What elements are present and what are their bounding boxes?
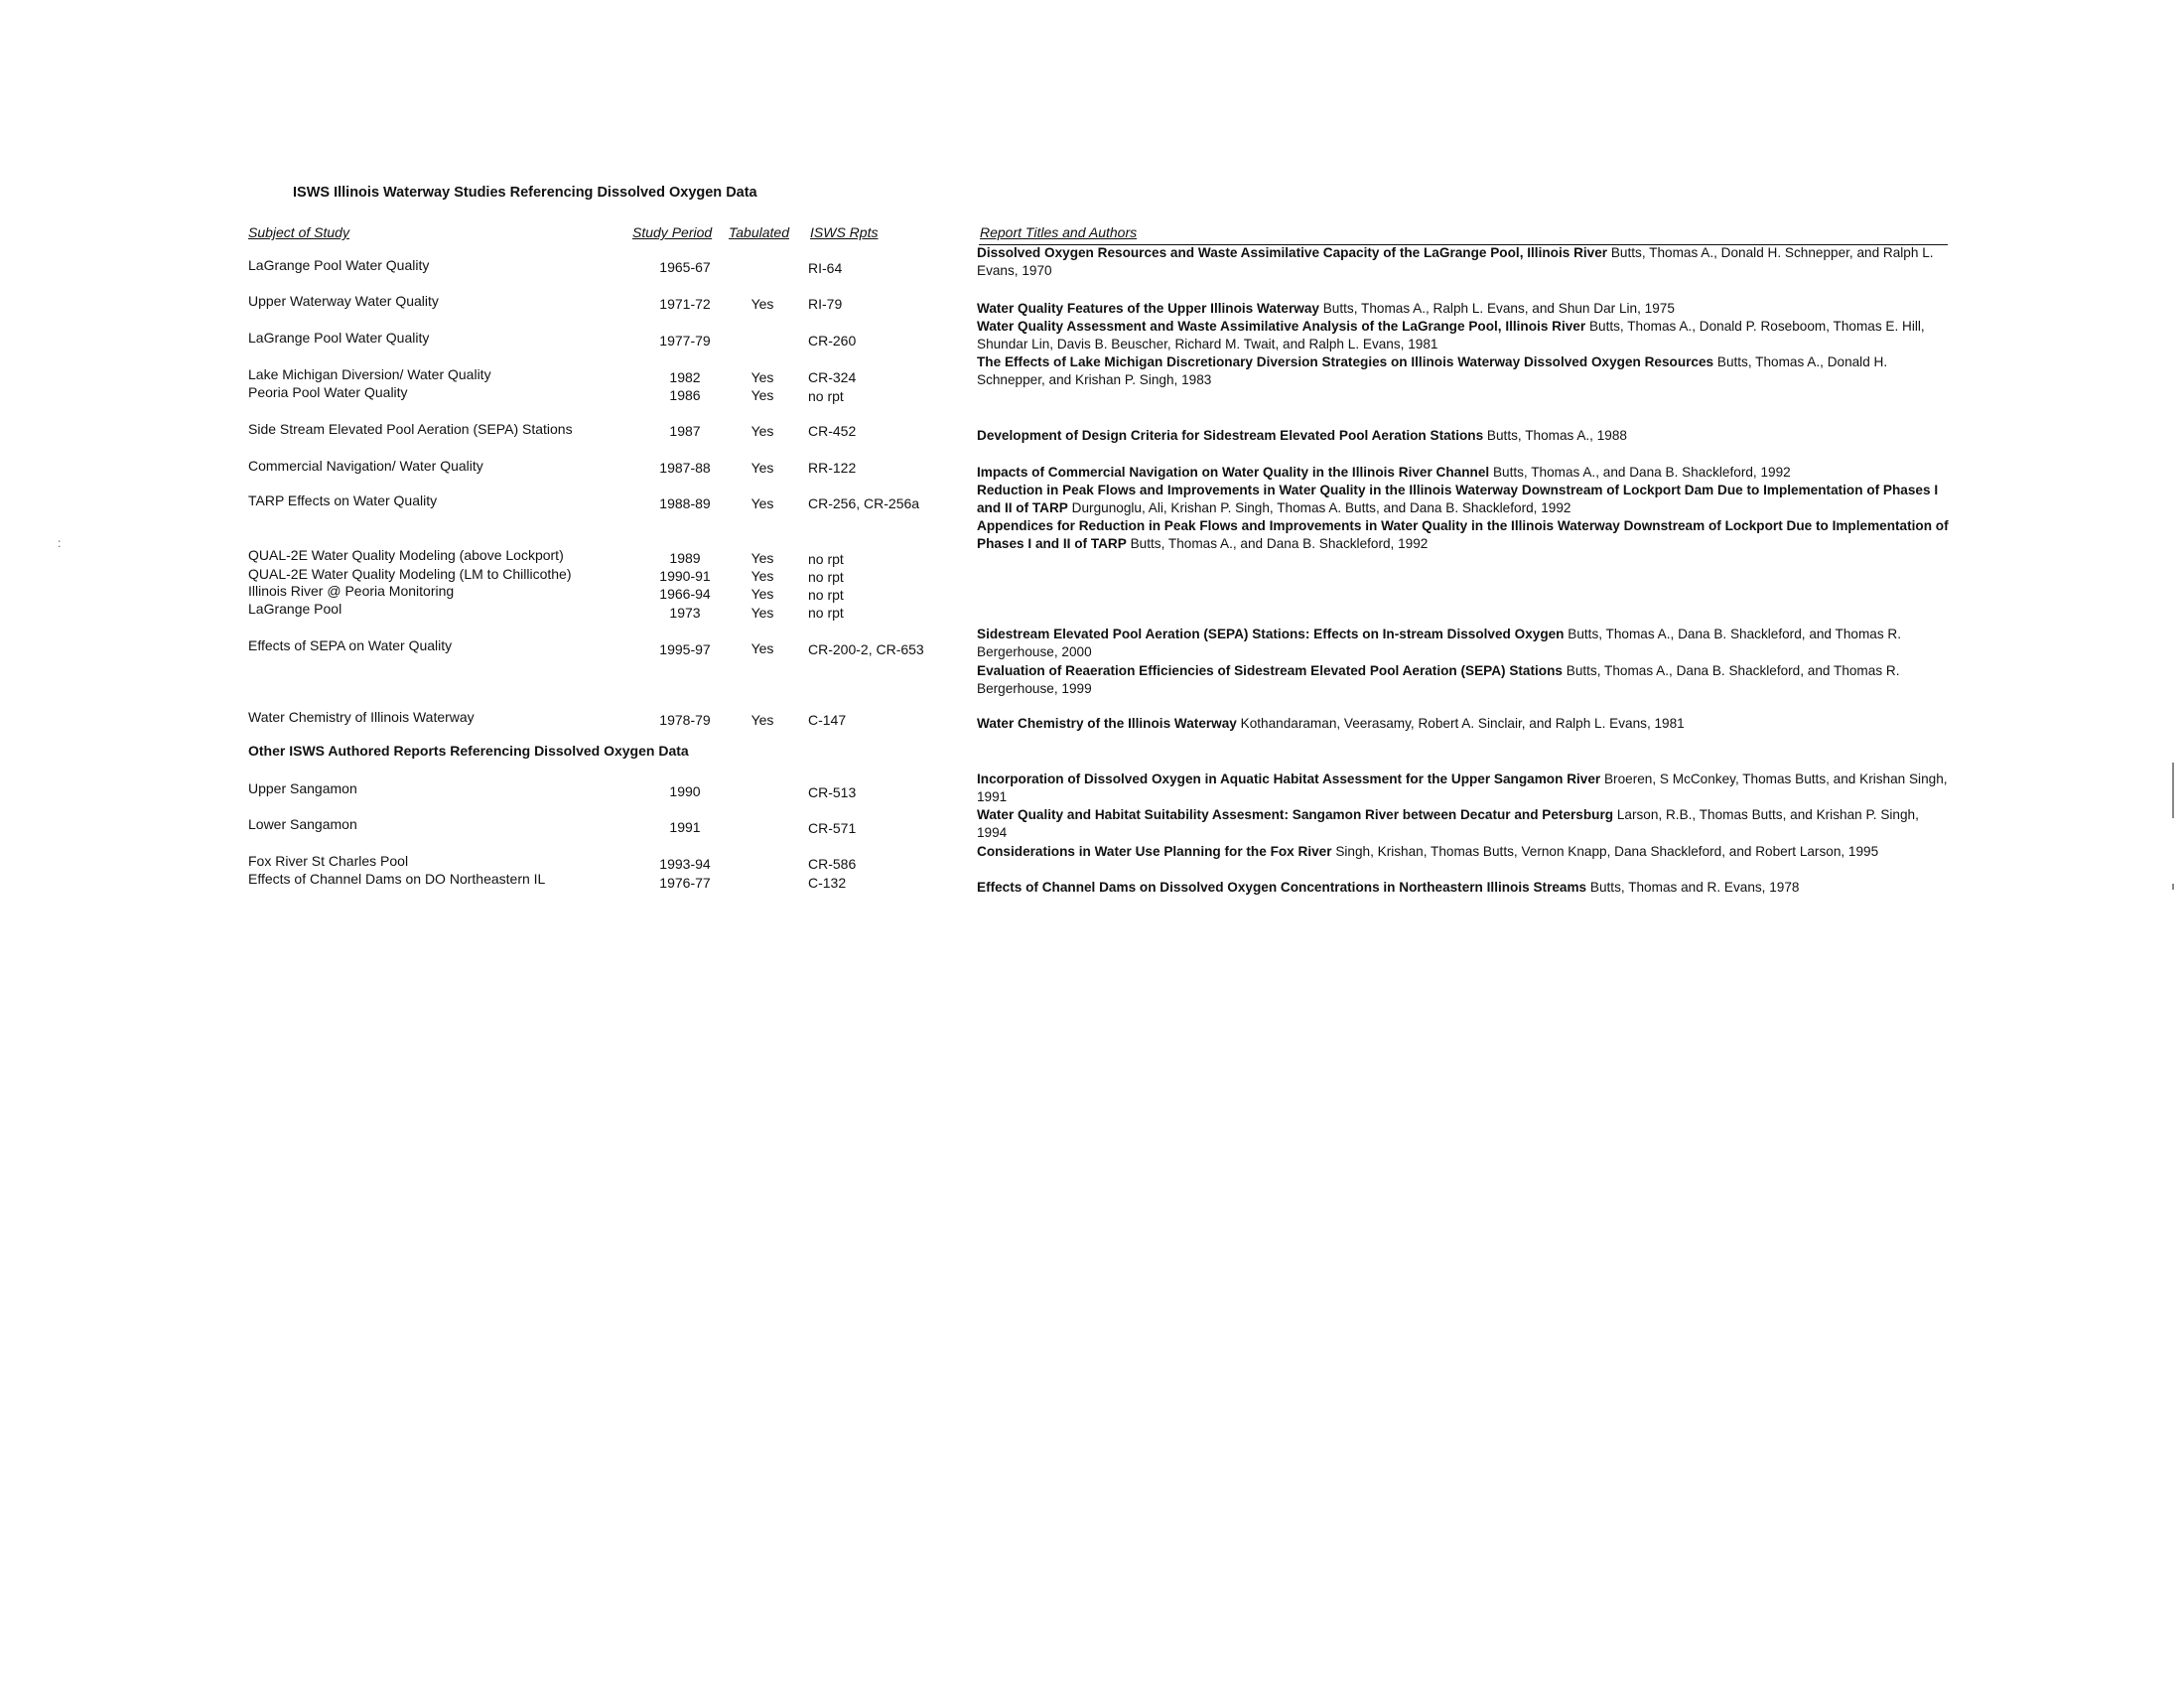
table-row-tabulated: Yes [751,568,774,584]
table-row-period: 1982 [669,369,701,385]
reference-title: Evaluation of Reaeration Efficiencies of Sidestream Elevated Pool Aeration (SEPA) Stations [977,663,1563,678]
table-row-subject: Commercial Navigation/ Water Quality [248,458,483,474]
reference-entry [977,464,1950,482]
table-row-subject: Water Chemistry of Illinois Waterway [248,709,475,725]
table-row-tabulated: Yes [751,605,774,621]
table-row-report: CR-513 [808,784,857,800]
reference-entry [977,879,1950,897]
reference-authors: Singh, Krishan, Thomas Butts, Vernon Knapp, Dana Shackleford, and Robert Larson, 1995 [1335,844,1879,859]
table-row-report: CR-260 [808,333,857,349]
reference-title: Water Quality Features of the Upper Illinois Waterway [977,301,1319,316]
table-row-tabulated: Yes [751,550,774,566]
table-row-subject: Effects of Channel Dams on DO Northeastern IL [248,871,546,887]
reference-authors: Butts, Thomas A., Dana B. Shackleford, and Thomas R. Bergerhouse, 1999 [977,663,1900,696]
table-row-subject: QUAL-2E Water Quality Modeling (above Lockport) [248,547,564,563]
reference-authors: Butts, Thomas A., and Dana B. Shackleford, 1992 [1130,535,1429,551]
table-row-report: CR-200-2, CR-653 [808,641,924,657]
table-row-subject: Illinois River @ Peoria Monitoring [248,583,455,599]
table-row-subject: TARP Effects on Water Quality [248,492,438,508]
table-row-report: RI-79 [808,296,843,312]
reference-entry [977,318,1950,352]
table-row-subject: LaGrange Pool Water Quality [248,330,430,346]
reference-authors: Butts, Thomas and R. Evans, 1978 [1589,880,1800,895]
table-row-tabulated: Yes [751,387,774,403]
scan-edge-mark [2172,884,2174,890]
table-row-report: no rpt [808,605,844,621]
table-row-tabulated: Yes [751,369,774,385]
reference-entry [977,626,1950,660]
reference-authors: Durgunoglu, Ali, Krishan P. Singh, Thomas A. Butts, and Dana B. Shackleford, 1992 [1071,499,1571,515]
table-row-report: CR-324 [808,369,857,385]
table-row-period: 1977-79 [659,333,711,349]
reference-authors: Butts, Thomas A., Donald H. Schnepper, and Krishan P. Singh, 1983 [977,354,1888,387]
section-heading-other-reports: Other ISWS Authored Reports Referencing Dissolved Oxygen Data [248,743,689,759]
reference-entry [977,300,1950,318]
table-row-report: CR-256, CR-256a [808,495,920,511]
table-row-period: 1987 [669,423,701,439]
reference-entry [977,715,1950,733]
table-row-period: 1988-89 [659,495,711,511]
table-row-period: 1973 [669,605,701,621]
reference-authors: Butts, Thomas A., 1988 [1486,428,1627,443]
reference-entry [977,771,1950,805]
header-tabulated: Tabulated [729,224,789,240]
table-row-subject: Side Stream Elevated Pool Aeration (SEPA) Stations [248,421,573,437]
margin-mark: : [58,536,62,550]
table-row-report: no rpt [808,551,844,567]
table-row-tabulated: Yes [751,423,774,439]
table-row-report: no rpt [808,569,844,585]
reference-title: The Effects of Lake Michigan Discretionary Diversion Strategies on Illinois Waterway Dissolved Oxygen Resources [977,354,1714,369]
header-study-period: Study Period [632,224,713,240]
table-row-report: CR-452 [808,423,857,439]
reference-title: Impacts of Commercial Navigation on Water Quality in the Illinois River Channel [977,465,1490,480]
table-row-report: C-132 [808,875,847,891]
reference-title: Considerations in Water Use Planning for the Fox River [977,844,1332,859]
reference-entry [977,353,1950,388]
reference-entry [977,843,1950,861]
reference-authors: Butts, Thomas A., Donald P. Roseboom, Thomas E. Hill, Shundar Lin, Davis B. Beuscher, Richard M. Twait, and Ralph L. Evans, 1981 [977,319,1925,351]
reference-entry [977,427,1950,445]
scan-edge-mark [2172,763,2174,818]
table-row-period: 1965-67 [659,259,711,275]
reference-title: Reduction in Peak Flows and Improvements in Water Quality in the Illinois Waterway Downstream of Lockport Dam Due to Implementation of Phases I and II of TARP [977,483,1939,515]
table-row-subject: Lake Michigan Diversion/ Water Quality [248,366,491,382]
reference-title: Incorporation of Dissolved Oxygen in Aquatic Habitat Assessment for the Upper Sangamon River [977,772,1601,786]
reference-authors: Butts, Thomas A., and Dana B. Shackleford, 1992 [1492,465,1791,480]
table-row-period: 1986 [669,387,701,403]
table-row-period: 1971-72 [659,296,711,312]
table-row-subject: Fox River St Charles Pool [248,853,409,869]
reference-authors: Larson, R.B., Thomas Butts, and Krishan P. Singh, 1994 [977,807,1919,840]
reference-title: Development of Design Criteria for Sidestream Elevated Pool Aeration Stations [977,428,1484,443]
reference-title: Water Quality Assessment and Waste Assimilative Analysis of the LaGrange Pool, Illinois River [977,319,1586,334]
table-row-subject: Upper Sangamon [248,780,357,796]
table-row-period: 1989 [669,550,701,566]
table-row-report: no rpt [808,587,844,603]
table-row-period: 1990 [669,783,701,799]
table-row-tabulated: Yes [751,495,774,511]
table-row-subject: Peoria Pool Water Quality [248,384,408,400]
table-row-subject: Upper Waterway Water Quality [248,293,439,309]
table-row-period: 1966-94 [659,586,711,602]
table-row-tabulated: Yes [751,712,774,728]
reference-entry [977,244,1950,279]
reference-title: Dissolved Oxygen Resources and Waste Assimilative Capacity of the LaGrange Pool, Illinois River [977,245,1608,260]
table-row-report: C-147 [808,712,847,728]
header-subject: Subject of Study [248,224,349,240]
table-row-subject: LaGrange Pool Water Quality [248,257,430,273]
table-row-tabulated: Yes [751,296,774,312]
header-isws-rpts: ISWS Rpts [810,224,879,240]
reference-entry [977,482,1950,516]
table-row-period: 1991 [669,819,701,835]
reference-title: Water Chemistry of the Illinois Waterway [977,716,1237,731]
table-row-subject: Effects of SEPA on Water Quality [248,637,453,653]
table-row-subject: LaGrange Pool [248,601,342,617]
table-row-report: RR-122 [808,460,857,476]
table-row-report: RI-64 [808,260,843,276]
reference-entry [977,662,1950,697]
table-row-period: 1990-91 [659,568,711,584]
reference-authors: Butts, Thomas A., Dana B. Shackleford, and Thomas R. Bergerhouse, 2000 [977,627,1902,659]
header-report-titles: Report Titles and Authors [980,224,1138,240]
table-row-period: 1976-77 [659,875,711,891]
table-row-period: 1987-88 [659,460,711,476]
reference-title: Water Quality and Habitat Suitability Assesment: Sangamon River between Decatur and Petersburg [977,807,1614,822]
table-row-tabulated: Yes [751,640,774,656]
reference-title: Effects of Channel Dams on Dissolved Oxygen Concentrations in Northeastern Illinois Streams [977,880,1587,895]
reference-authors: Butts, Thomas A., Donald H. Schnepper, and Ralph L. Evans, 1970 [977,245,1934,278]
table-row-period: 1995-97 [659,641,711,657]
reference-entry [977,806,1950,841]
table-row-report: no rpt [808,388,844,404]
reference-title: Sidestream Elevated Pool Aeration (SEPA) Stations: Effects on In-stream Dissolved Oxygen [977,627,1565,641]
table-row-subject: QUAL-2E Water Quality Modeling (LM to Chillicothe) [248,566,572,582]
reference-entry [977,517,1950,552]
reference-authors: Butts, Thomas A., Ralph L. Evans, and Shun Dar Lin, 1975 [1322,301,1675,316]
reference-authors: Kothandaraman, Veerasamy, Robert A. Sinclair, and Ralph L. Evans, 1981 [1240,716,1685,731]
table-row-period: 1978-79 [659,712,711,728]
table-row-period: 1993-94 [659,856,711,872]
table-row-report: CR-586 [808,856,857,872]
reference-authors: Broeren, S McConkey, Thomas Butts, and Krishan Singh, 1991 [977,772,1948,804]
document-title: ISWS Illinois Waterway Studies Referencing Dissolved Oxygen Data [293,185,757,201]
table-row-subject: Lower Sangamon [248,816,357,832]
table-row-report: CR-571 [808,820,857,836]
reference-title: Appendices for Reduction in Peak Flows and Improvements in Water Quality in the Illinois Waterway Downstream of Lockport Due to Implementation of Phases I and II of TARP [977,518,1949,551]
table-row-tabulated: Yes [751,460,774,476]
table-row-tabulated: Yes [751,586,774,602]
